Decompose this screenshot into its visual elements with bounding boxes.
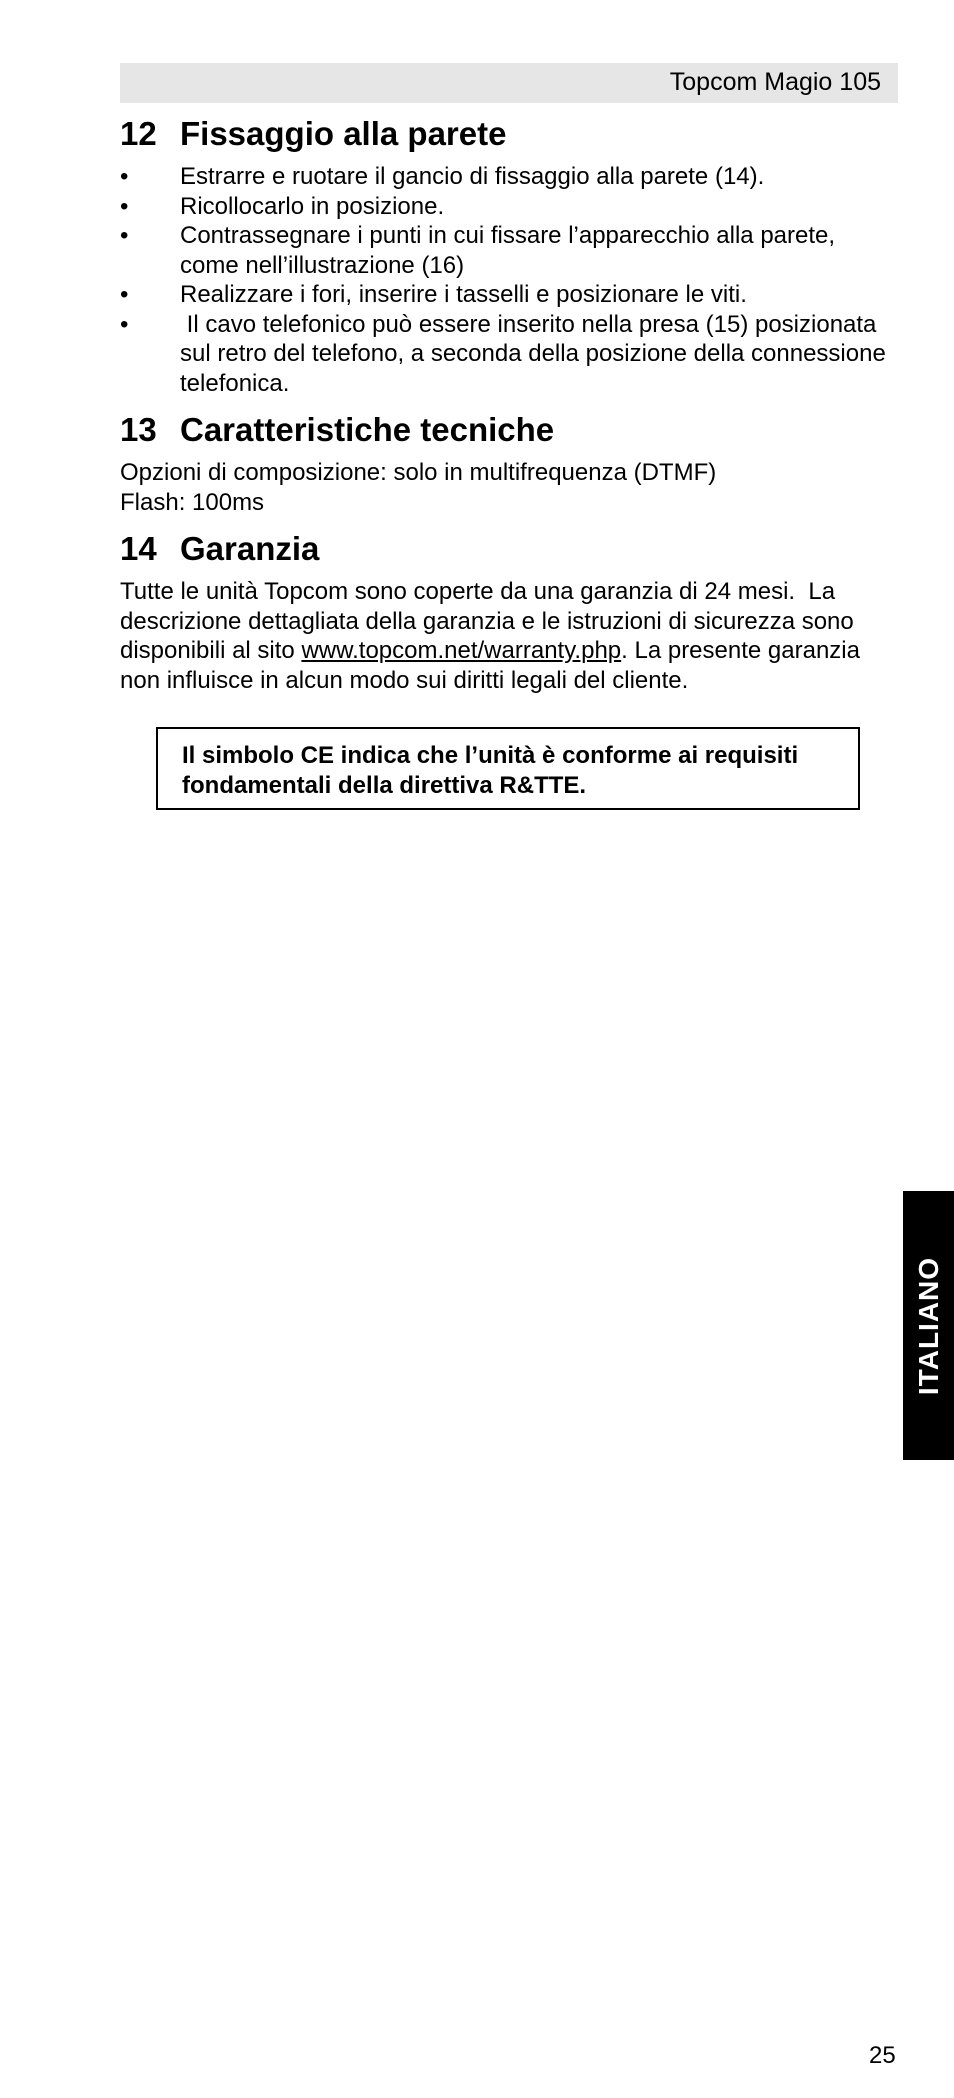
section-number: 14 xyxy=(120,530,157,567)
bullet-icon: • xyxy=(120,222,129,249)
list-item: • Ricollocarlo in posizione. xyxy=(120,192,445,220)
bullet-icon: • xyxy=(120,192,129,220)
language-tab xyxy=(903,1191,954,1460)
section-heading-12 xyxy=(120,112,900,156)
section-title: Garanzia xyxy=(180,530,320,567)
ce-notice-box xyxy=(156,727,860,810)
document-content xyxy=(120,112,900,695)
mounting-steps-list xyxy=(120,162,900,398)
dialing-options: Opzioni di composizione: solo in multifrequenza (DTMF) xyxy=(120,459,717,486)
flash-spec: Flash: 100ms xyxy=(120,488,265,516)
header-title: Topcom Magio 105 xyxy=(669,68,881,96)
list-item: • Realizzare i fori, inserire i tasselli e posizionare le viti. xyxy=(120,281,747,308)
list-item: • Contrassegnare i punti in cui fissare l’apparecchio alla parete, come nell’illustrazione (16) xyxy=(120,222,836,279)
bullet-icon: • xyxy=(120,310,129,338)
list-item: • Il cavo telefonico può essere inserito nella presa (15) posizionata sul retro del telefono, a seconda della posizione della connessione telefonica. xyxy=(120,310,893,397)
section-title: Fissaggio alla parete xyxy=(180,115,507,152)
warranty-paragraph: Tutte le unità Topcom sono coperte da una garanzia di 24 mesi. La descrizione dettagliata della garanzia e le istruzioni di sicurezza sono disponibili al sito www.topcom.net/warranty.php. La presente garanzia non influisce in alcun modo sui diritti legali del cliente. xyxy=(120,578,867,694)
bullet-icon: • xyxy=(120,281,129,308)
section-heading-13 xyxy=(120,408,900,452)
language-tab-label: ITALIANO xyxy=(912,1256,944,1395)
warranty-link[interactable]: www.topcom.net/warranty.php xyxy=(301,637,622,664)
page-number: 25 xyxy=(869,2042,896,2069)
section-number: 12 xyxy=(120,115,157,152)
section-number: 13 xyxy=(120,411,157,448)
list-item: • Estrarre e ruotare il gancio di fissaggio alla parete (14). xyxy=(120,163,765,190)
ce-notice-text: Il simbolo CE indica che l’unità è conforme ai requisiti fondamentali della direttiva R&TTE. xyxy=(182,742,799,799)
bullet-icon: • xyxy=(120,163,129,190)
section-title: Caratteristiche tecniche xyxy=(180,411,555,448)
header-bar xyxy=(120,63,898,103)
section-heading-14 xyxy=(120,527,900,571)
